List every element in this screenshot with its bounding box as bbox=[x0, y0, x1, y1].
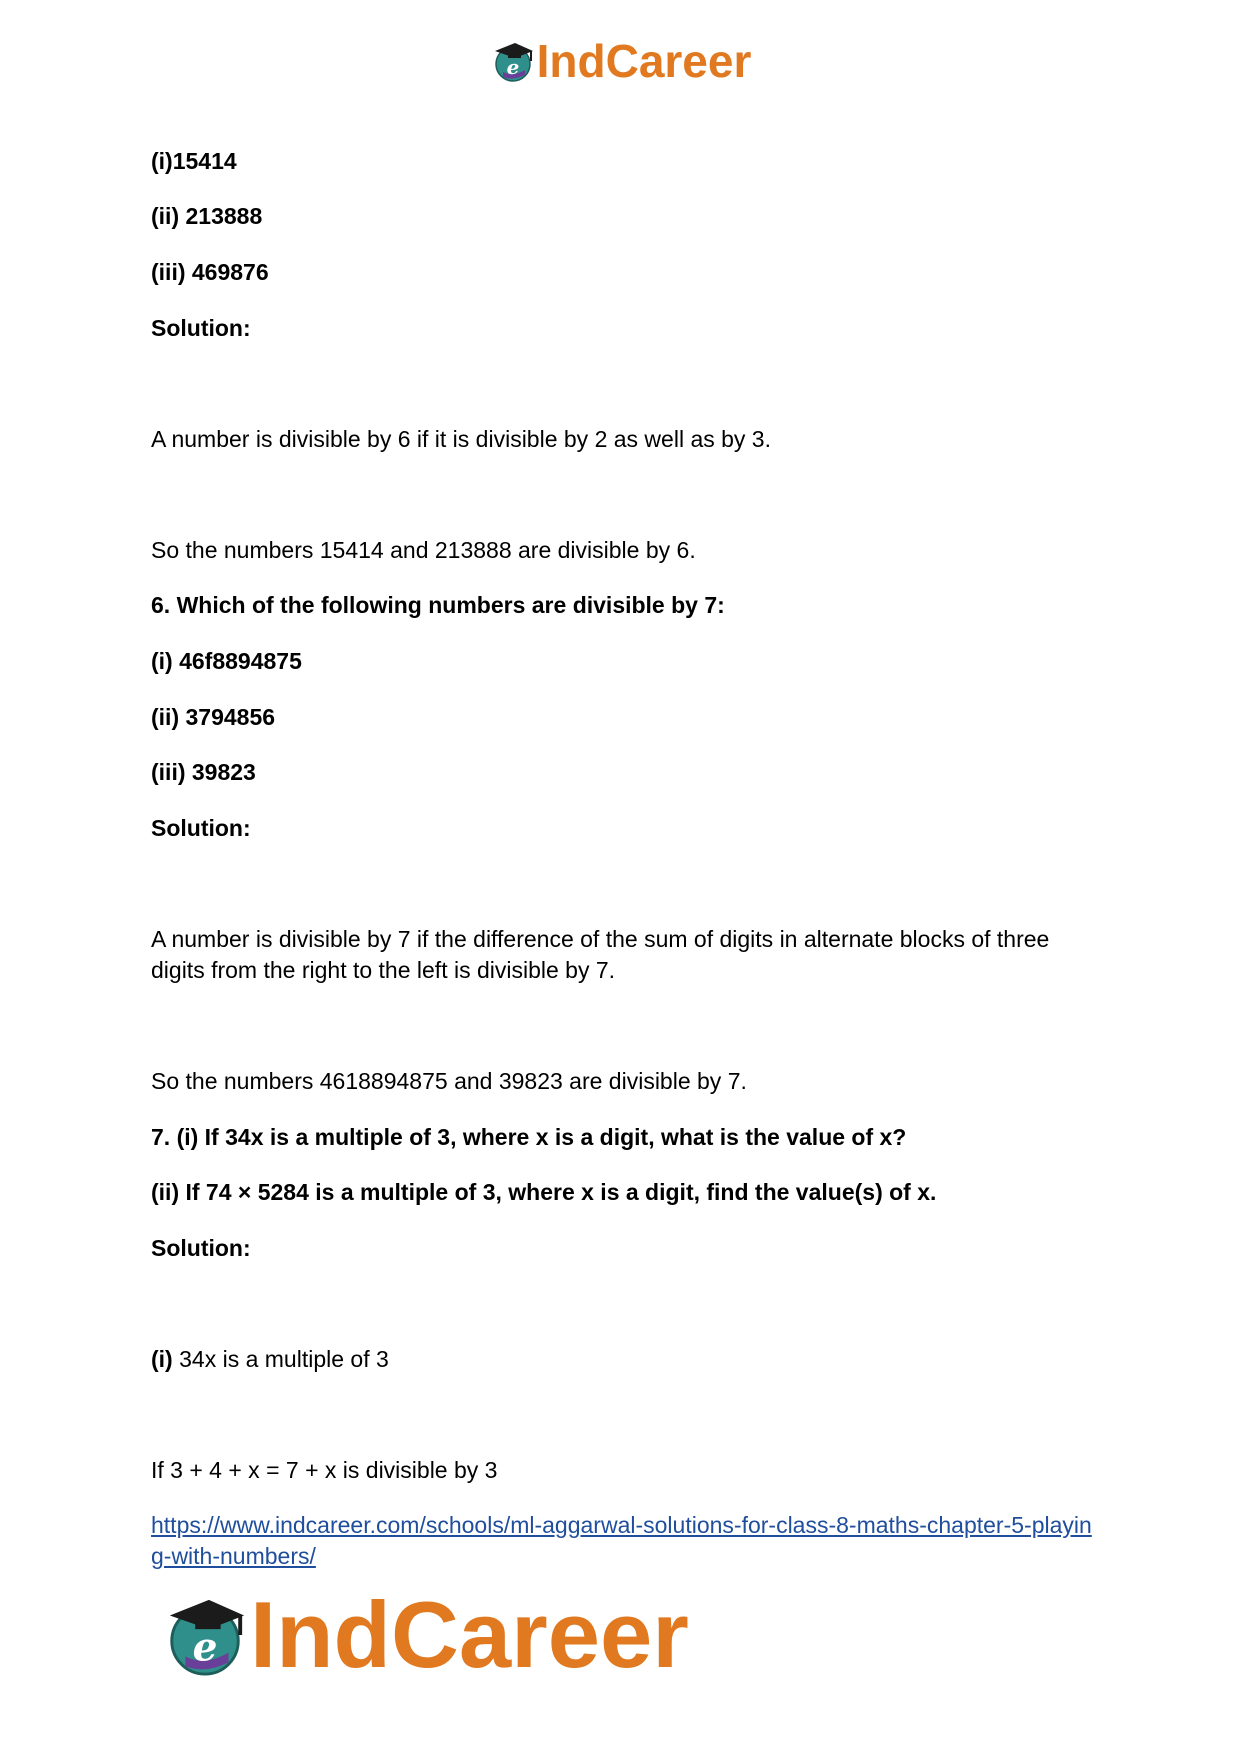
q6-solution-heading: Solution: bbox=[151, 815, 251, 841]
q6-answer: So the numbers 4618894875 and 39823 are divisible by 7. bbox=[151, 1068, 747, 1094]
q5-divisibility-rule: A number is divisible by 6 if it is divisible by 2 as well as by 3. bbox=[151, 426, 771, 452]
svg-text:e: e bbox=[192, 1624, 218, 1671]
q7-solution-heading: Solution: bbox=[151, 1235, 251, 1261]
q5-answer: So the numbers 15414 and 213888 are divisible by 6. bbox=[151, 537, 696, 563]
graduation-cap-globe-icon bbox=[162, 1592, 248, 1678]
q5-solution-heading: Solution: bbox=[151, 315, 251, 341]
q6-question: 6. Which of the following numbers are divisible by 7: bbox=[151, 592, 725, 618]
q7-part-label: (i) bbox=[151, 1346, 173, 1372]
q7-question-i: 7. (i) If 34x is a multiple of 3, where x is a digit, what is the value of x? bbox=[151, 1124, 907, 1150]
svg-text:e: e bbox=[506, 55, 519, 79]
q7-step: If 3 + 4 + x = 7 + x is divisible by 3 bbox=[151, 1457, 498, 1483]
q7-part-text: 34x is a multiple of 3 bbox=[172, 1346, 389, 1372]
q6-divisibility-rule: A number is divisible by 7 if the difference of the sum of digits in alternate blocks of three digits from the right to the left is divisible by 7. bbox=[151, 926, 1050, 983]
footer-logo bbox=[162, 1582, 689, 1687]
brand-name: IndCareer bbox=[536, 35, 752, 87]
q7-question-ii: (ii) If 74 × 5284 is a multiple of 3, where x is a digit, find the value(s) of x. bbox=[151, 1179, 937, 1205]
q5-option-ii: (ii) 213888 bbox=[151, 203, 263, 229]
q6-option-ii: (ii) 3794856 bbox=[151, 704, 276, 730]
header-logo bbox=[0, 35, 1242, 87]
footer-brand-name: IndCareer bbox=[250, 1582, 689, 1687]
brand-logo bbox=[491, 35, 752, 87]
q7-part-i bbox=[151, 1344, 1101, 1375]
source-link-line bbox=[151, 1510, 1101, 1572]
q5-option-iii: (iii) 469876 bbox=[151, 259, 269, 285]
q6-option-i: (i) 46f8894875 bbox=[151, 648, 302, 674]
q5-option-i: (i)15414 bbox=[151, 148, 237, 174]
q6-option-iii: (iii) 39823 bbox=[151, 759, 256, 785]
graduation-cap-globe-icon bbox=[491, 39, 535, 83]
source-link[interactable]: https://www.indcareer.com/schools/ml-aggarwal-solutions-for-class-8-maths-chapter-5-playing-with-numbers/ bbox=[151, 1512, 1092, 1569]
